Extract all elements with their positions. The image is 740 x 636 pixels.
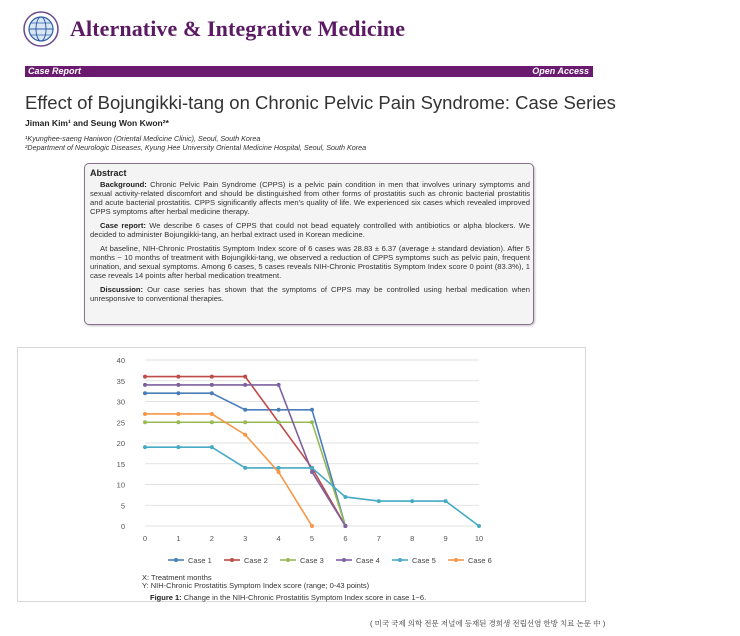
affiliation-1: ¹Kyunghee-saeng Haniwon (Oriental Medicine Clinic), Seoul, South Korea [25,134,261,143]
legend-marker-case-6 [454,558,458,562]
x-tick-label: 5 [309,534,315,543]
data-point-case-1 [310,408,314,412]
data-point-case-4 [310,470,314,474]
y-tick-label: 5 [120,501,125,511]
legend-label-case-1: Case 1 [188,556,212,565]
x-tick-label: 1 [176,534,181,543]
data-point-case-3 [310,420,314,424]
data-point-case-1 [210,391,214,395]
line-chart [18,348,585,601]
y-tick-label: 25 [116,418,125,428]
x-tick-label: 0 [142,534,148,543]
data-point-case-4 [210,383,214,387]
journal-logo [23,11,59,47]
data-point-case-5 [477,524,481,528]
background-label: Background: [100,180,147,189]
x-tick-label: 4 [276,534,281,543]
figure-box [17,347,586,602]
x-tick-label: 6 [343,534,348,543]
abstract-results: At baseline, NIH-Chronic Prostatitis Symptom Index score of 6 cases was 28.83 ± 6.37 (average ± standard deviation). After 5 months ~ 10 months of treatment with Bojungikki-tang, we observed a reduction of CPPS symptoms such as pelvic pain, frequent urination, and sexual symptoms. Among 6 cases, 5 cases reveals NIH-Chronic Prostatitis Symptom Index score 0 point (83.3%), 1 case reveals 14 points after herbal medication treatment. [90,244,530,280]
legend-marker-case-2 [230,558,234,562]
x-tick-label: 10 [474,534,484,543]
y-tick-label: 0 [120,522,125,531]
figure-caption [150,593,426,602]
data-point-case-4 [277,383,281,387]
data-point-case-6 [277,470,281,474]
series-line-case-5 [145,447,479,526]
data-point-case-1 [243,408,247,412]
footnote: ( 미국 국제 의학 전문 저널에 등재된 경희생 전립선염 한방 치료 논문 中 ) [370,619,606,628]
data-point-case-6 [243,433,247,437]
data-point-case-5 [210,445,214,449]
data-point-case-4 [343,524,347,528]
figure-label: Figure 1: [150,593,182,602]
data-point-case-3 [143,420,147,424]
data-point-case-1 [277,408,281,412]
legend-label-case-2: Case 2 [244,556,268,565]
data-point-case-3 [243,420,247,424]
y-tick-label: 30 [116,397,125,407]
data-point-case-1 [143,391,147,395]
x-tick-label: 7 [376,534,381,543]
x-tick-label: 2 [209,534,214,543]
data-point-case-5 [343,495,347,499]
x-tick-label: 3 [243,534,248,543]
x-tick-label: 9 [443,534,448,543]
data-point-case-6 [143,412,147,416]
abstract-case [90,221,530,239]
series-line-case-6 [145,414,312,526]
affiliation-2: ²Department of Neurologic Diseases, Kyung Hee University Oriental Medicine Hospital, Seoul, South Korea [25,143,367,152]
data-point-case-5 [243,466,247,470]
legend-marker-case-1 [174,558,178,562]
data-point-case-6 [310,524,314,528]
y-tick-label: 40 [116,356,125,365]
abstract-box [84,163,534,325]
data-point-case-4 [176,383,180,387]
data-point-case-2 [143,375,147,379]
series-line-case-2 [145,377,345,526]
header-band [25,66,593,77]
discussion-text: Our case series has shown that the symptoms of CPPS may be controlled using herbal medication when unresponsive to conventional therapies. [90,285,530,303]
data-point-case-3 [277,420,281,424]
abstract-background [90,180,530,216]
y-tick-label: 20 [116,439,125,448]
legend-label-case-5: Case 5 [412,556,436,565]
x-axis-note: X: Treatment months [142,573,212,582]
abstract-heading: Abstract [90,168,127,178]
journal-title: Alternative & Integrative Medicine [70,16,406,41]
data-point-case-5 [176,445,180,449]
data-point-case-3 [210,420,214,424]
data-point-case-2 [176,375,180,379]
data-point-case-3 [176,420,180,424]
legend-marker-case-5 [398,558,402,562]
data-point-case-5 [410,499,414,503]
abstract-discussion [90,285,530,303]
article-type: Case Report [28,66,82,76]
data-point-case-2 [243,375,247,379]
paper-title: Effect of Bojungikki-tang on Chronic Pelvic Pain Syndrome: Case Series [25,92,616,113]
data-point-case-1 [176,391,180,395]
data-point-case-5 [310,466,314,470]
legend-label-case-3: Case 3 [300,556,324,565]
legend-marker-case-4 [342,558,346,562]
figure-caption-text: Change in the NIH-Chronic Prostatitis Symptom Index score in case 1~6. [183,593,427,602]
y-tick-label: 10 [116,480,125,490]
data-point-case-5 [377,499,381,503]
legend-marker-case-3 [286,558,290,562]
x-tick-label: 8 [410,534,415,543]
data-point-case-2 [210,375,214,379]
background-text: Chronic Pelvic Pain Syndrome (CPPS) is a pelvic pain condition in men that involves urinary symptoms and sexual activity-related discomfort and should be distinguished from other forms of prostatitis such as chronic bacterial prostatitis and acute bacterial prostatitis. CPPS significantly affects men's quality of life. We experienced six cases which revealed improved CPPS symptoms after herbal medicine therapy. [90,180,530,216]
authors: Jiman Kim¹ and Seung Won Kwon²* [25,118,169,128]
y-tick-label: 35 [116,376,125,386]
data-point-case-6 [210,412,214,416]
data-point-case-5 [444,499,448,503]
data-point-case-4 [143,383,147,387]
legend-label-case-4: Case 4 [356,556,380,565]
access-type: Open Access [532,66,589,76]
data-point-case-4 [243,383,247,387]
legend-label-case-6: Case 6 [468,556,492,565]
data-point-case-6 [176,412,180,416]
series-line-case-4 [145,385,345,526]
case-text: We describe 6 cases of CPPS that could not bead equately controlled with antibiotics or alpha blockers. We decided to administer Bojungikki-tang, an herbal extract used in Korean medicine. [90,221,530,239]
case-label: Case report: [100,221,146,230]
discussion-label: Discussion: [100,285,144,294]
series-line-case-1 [145,393,345,526]
y-axis-note: Y: NIH-Chronic Prostatitis Symptom Index score (range; 0-43 points) [142,581,370,590]
y-tick-label: 15 [116,459,125,469]
data-point-case-5 [143,445,147,449]
